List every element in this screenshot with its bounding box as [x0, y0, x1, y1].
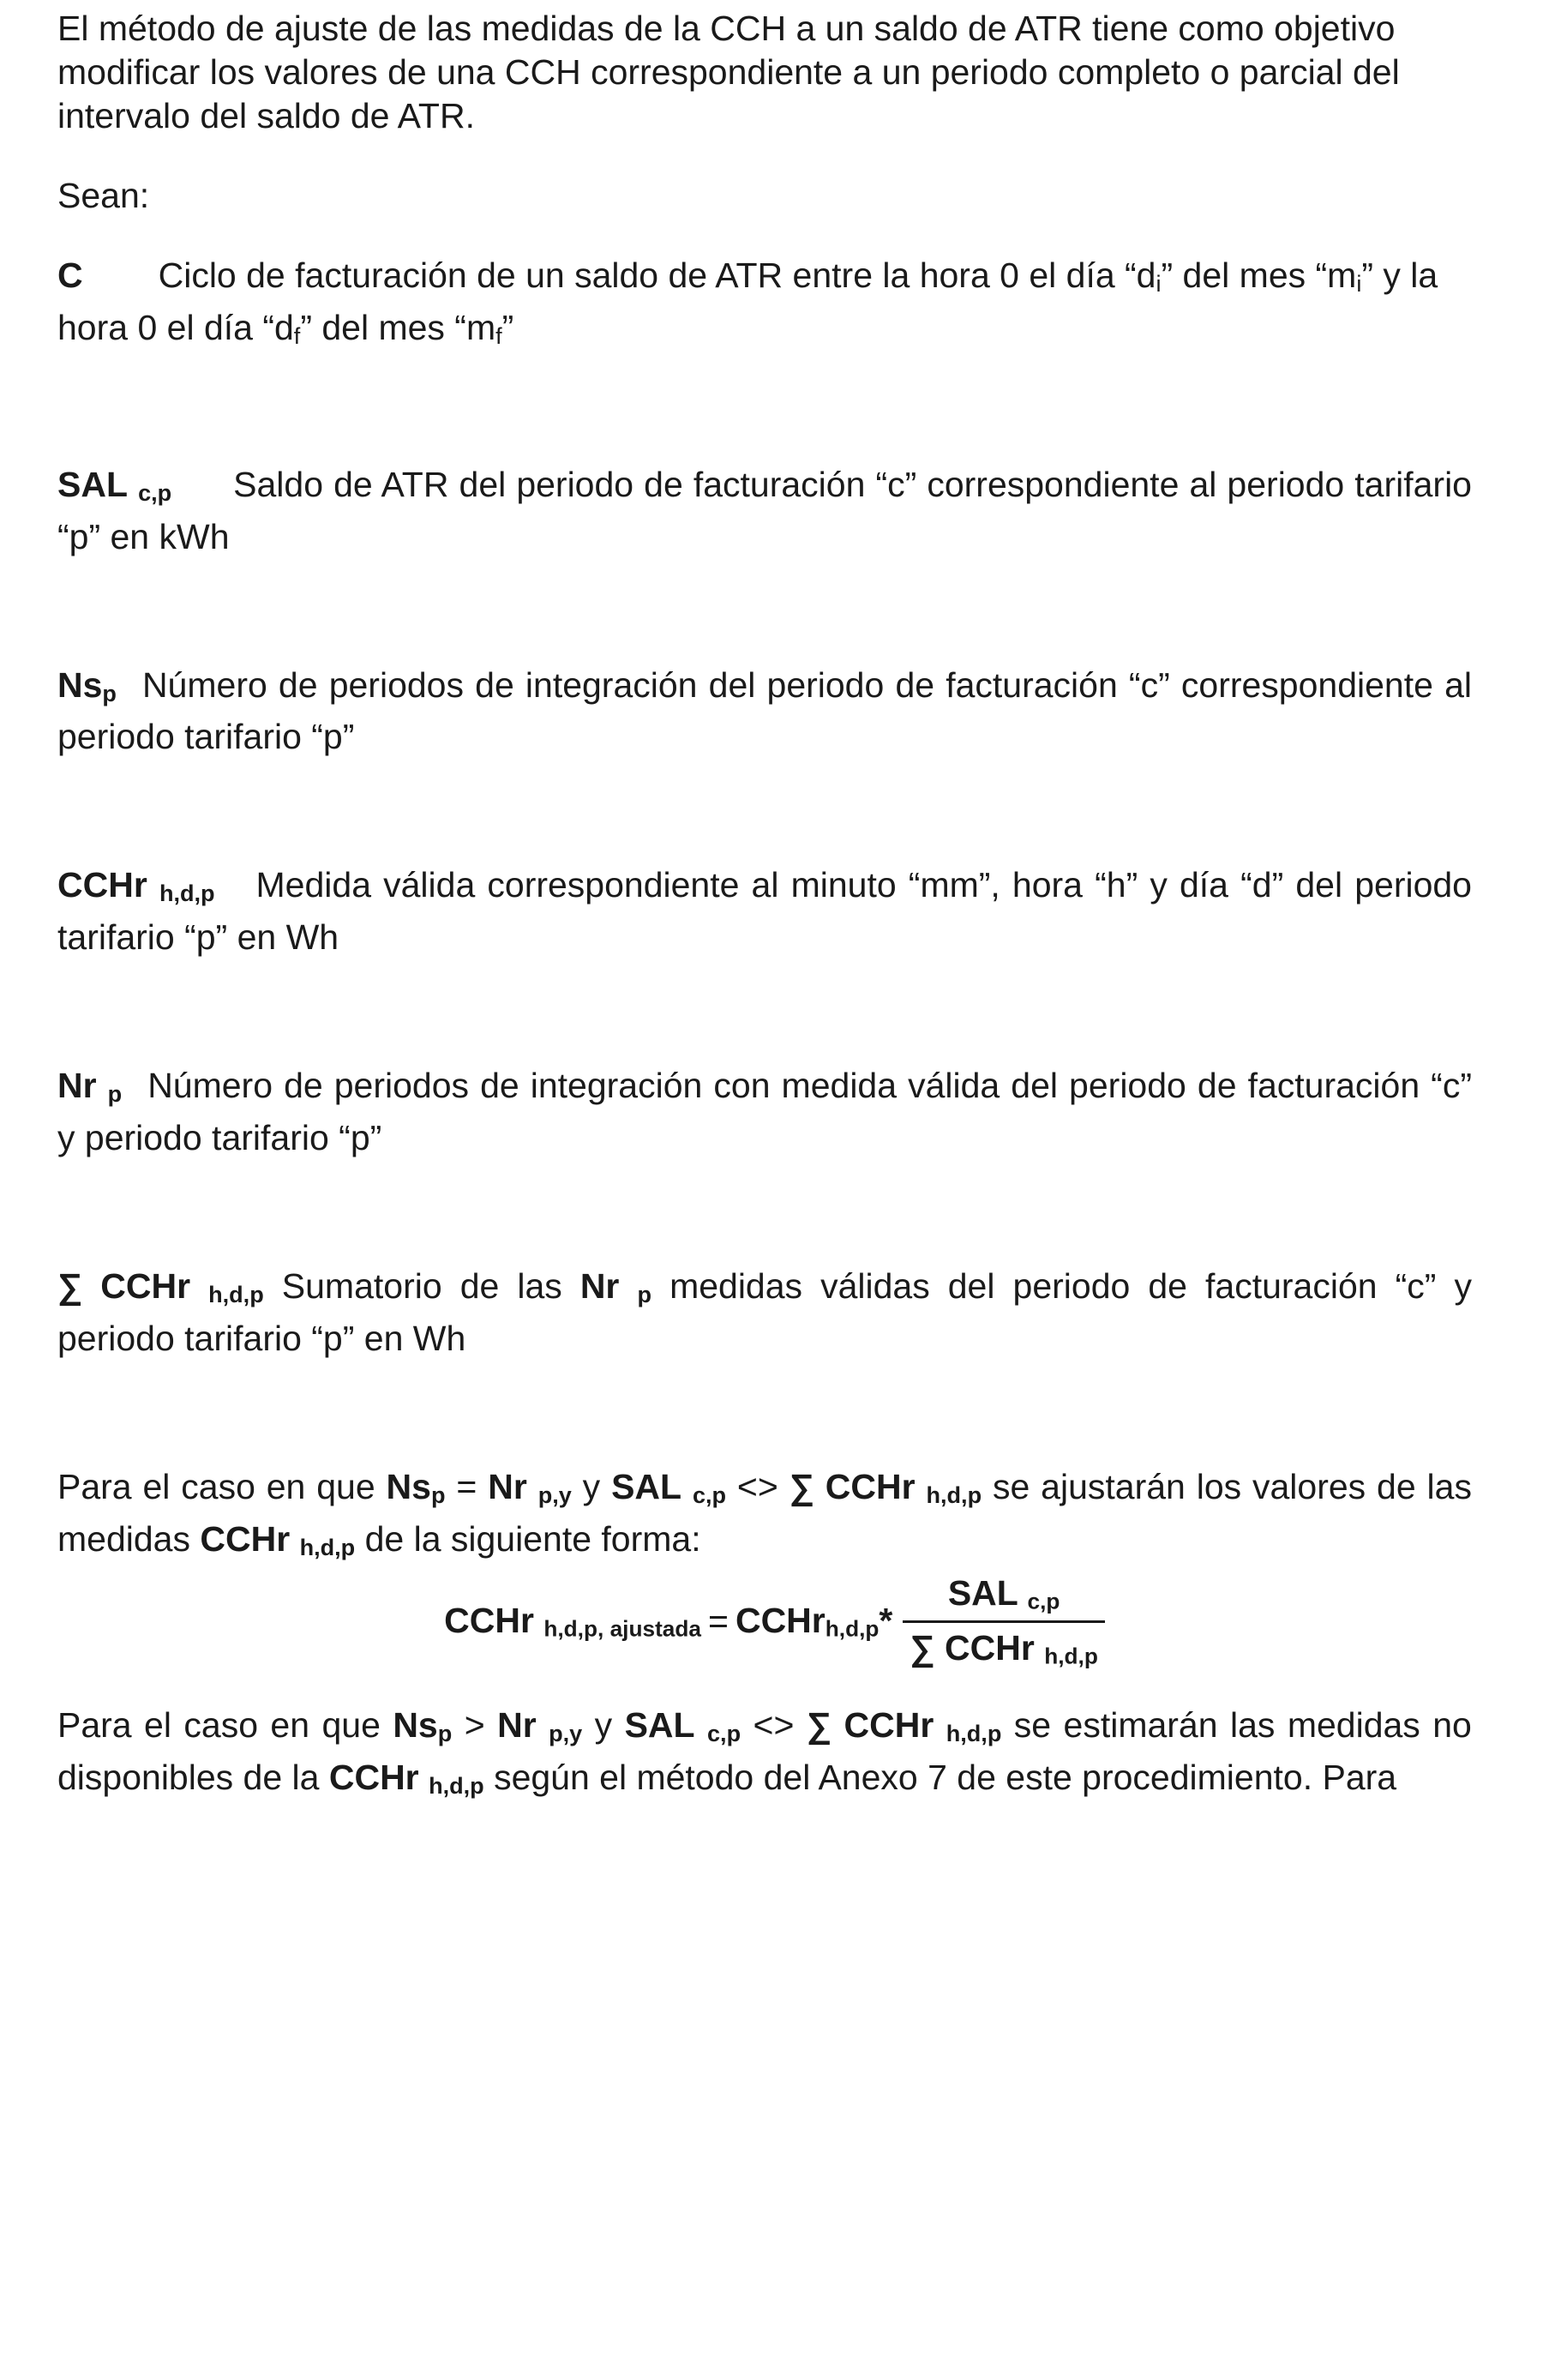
formula-lhs: CCHr h,d,p, ajustada	[444, 1600, 702, 1642]
formula-fraction	[903, 1573, 1104, 1669]
adjustment-formula	[0, 1566, 1549, 1676]
definition-ns: Nsp Número de periodos de integración del periodo de facturación “c” correspondiente al periodo tarifario “p”	[57, 664, 1472, 757]
definition-c: C Ciclo de facturación de un saldo de ATR entre la hora 0 el día “di” del mes “mi” y la hora 0 el día “df” del mes “mf”	[57, 255, 1438, 349]
definition-cchr: CCHr h,d,p Medida válida correspondiente al minuto “mm”, hora “h” y día “d” del periodo tarifario “p” en Wh	[57, 865, 1472, 958]
term-ns: Ns	[57, 664, 103, 705]
case-1-paragraph: Para el caso en que Nsp = Nr p,y y SAL c,p <> ∑ CCHr h,d,p se ajustarán los valores de las medidas CCHr h,d,p de la siguiente forma:	[57, 1467, 1472, 1560]
definition-nr: Nr p Número de periodos de integración con medida válida del periodo de facturación “c” y periodo tarifario “p”	[57, 1066, 1472, 1158]
term-nr: Nr	[57, 1066, 97, 1106]
term-c: C	[57, 255, 83, 295]
formula-equals: =	[708, 1601, 729, 1641]
definition-sal: SAL c,p Saldo de ATR del periodo de facturación “c” correspondiente al periodo tarifario “p” en kWh	[57, 464, 1472, 556]
sean-label: Sean:	[57, 176, 150, 215]
case-2-container	[57, 1704, 1472, 1808]
definition-sum: ∑ CCHr h,d,p Sumatorio de las Nr p medidas válidas del periodo de facturación “c” y periodo tarifario “p” en Wh	[57, 1266, 1472, 1359]
formula-rhs: CCHrh,d,p*	[735, 1600, 893, 1642]
fraction-numerator: SAL c,p	[947, 1572, 1060, 1614]
document-body	[57, 7, 1472, 1570]
term-sum-cchr: ∑ CCHr	[57, 1266, 191, 1307]
term-sal: SAL	[57, 464, 128, 504]
term-cchr: CCHr	[57, 865, 147, 905]
intro-paragraph: El método de ajuste de las medidas de la CCH a un saldo de ATR tiene como objetivo modificar los valores de una CCH correspondiente a un periodo completo o parcial del intervalo del saldo de ATR.	[57, 9, 1400, 135]
case-2-paragraph: Para el caso en que Nsp > Nr p,y y SAL c,p <> ∑ CCHr h,d,p se estimarán las medidas no disponibles de la CCHr h,d,p según el método del Anexo 7 de este procedimiento. Para	[57, 1705, 1472, 1799]
fraction-denominator: ∑ CCHr h,d,p	[903, 1620, 1104, 1670]
